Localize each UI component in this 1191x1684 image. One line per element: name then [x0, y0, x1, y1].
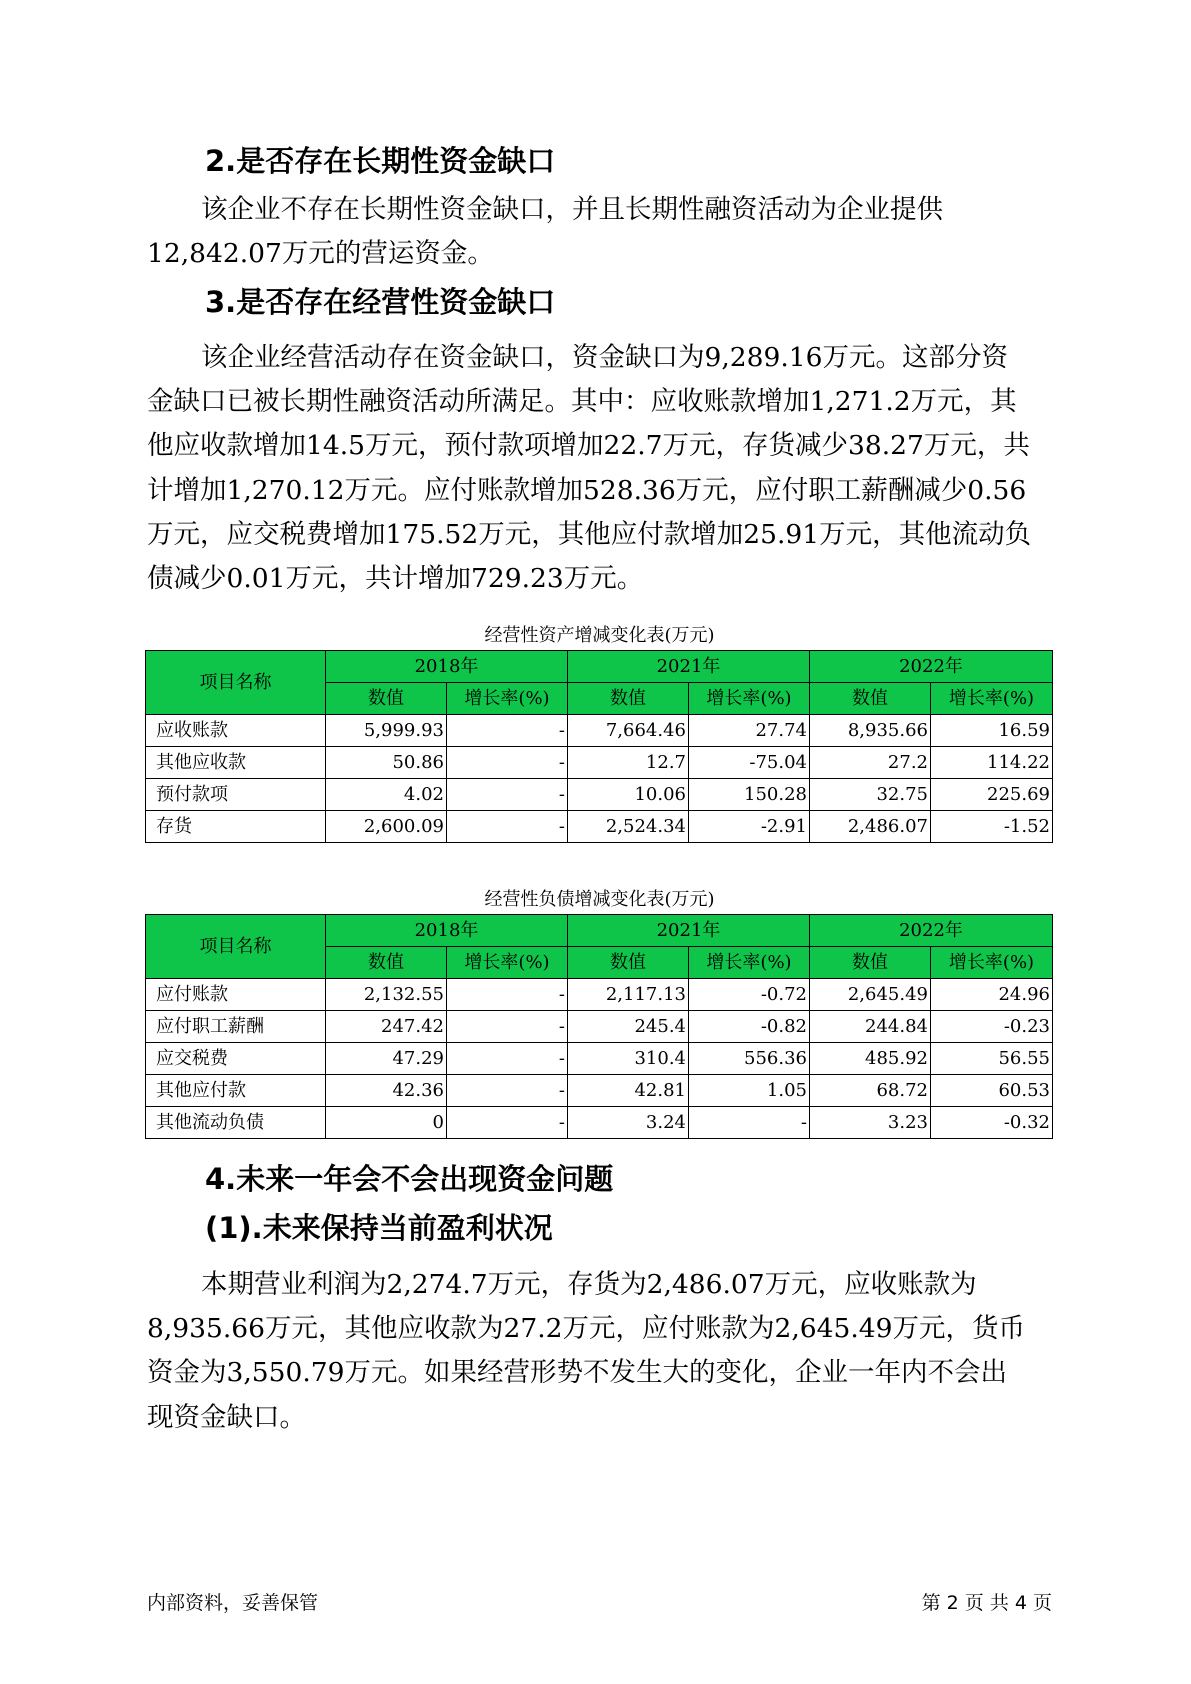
section-3-paragraph: [147, 336, 1052, 601]
item-name-cell: 应收账款: [146, 715, 326, 747]
page-number: 第 2 页 共 4 页: [921, 1592, 1052, 1614]
value-header: 数值: [326, 683, 447, 715]
value-cell: 5,999.93: [326, 715, 447, 747]
value-cell: 4.02: [326, 779, 447, 811]
value-cell: 10.06: [568, 779, 689, 811]
item-name-header: 项目名称: [146, 651, 326, 715]
growth-rate-header: 增长率(%): [931, 947, 1053, 979]
growth-rate-cell: 150.28: [689, 779, 810, 811]
subsection-heading: (1).未来保持当前盈利状况: [205, 1211, 553, 1245]
growth-rate-cell: 114.22: [931, 747, 1053, 779]
value-cell: 2,600.09: [326, 811, 447, 843]
value-cell: 47.29: [326, 1043, 447, 1075]
growth-rate-cell: -: [447, 747, 568, 779]
value-cell: 7,664.46: [568, 715, 689, 747]
value-cell: 50.86: [326, 747, 447, 779]
value-cell: 42.36: [326, 1075, 447, 1107]
item-name-cell: 其他应收款: [146, 747, 326, 779]
paragraph-line: 12,842.07万元的营运资金。: [147, 238, 494, 270]
value-cell: 42.81: [568, 1075, 689, 1107]
year-header: 2022年: [810, 915, 1053, 947]
value-cell: 2,132.55: [326, 979, 447, 1011]
value-cell: 2,645.49: [810, 979, 931, 1011]
item-name-cell: 其他应付款: [146, 1075, 326, 1107]
growth-rate-cell: 27.74: [689, 715, 810, 747]
year-header: 2018年: [326, 651, 568, 683]
value-cell: 0: [326, 1107, 447, 1139]
year-header: 2018年: [326, 915, 568, 947]
growth-rate-cell: -: [447, 1011, 568, 1043]
year-header: 2022年: [810, 651, 1053, 683]
growth-rate-cell: -: [689, 1107, 810, 1139]
value-cell: 310.4: [568, 1043, 689, 1075]
growth-rate-cell: -75.04: [689, 747, 810, 779]
growth-rate-cell: 1.05: [689, 1075, 810, 1107]
value-cell: 8,935.66: [810, 715, 931, 747]
growth-rate-cell: -0.32: [931, 1107, 1053, 1139]
section-2-paragraph: [147, 188, 1052, 276]
confidential-note: 内部资料，妥善保管: [147, 1592, 319, 1614]
value-cell: 32.75: [810, 779, 931, 811]
value-cell: 245.4: [568, 1011, 689, 1043]
paragraph-line: 资金为3,550.79万元。如果经营形势不发生大的变化，企业一年内不会出: [147, 1357, 1008, 1389]
value-cell: 244.84: [810, 1011, 931, 1043]
growth-rate-header: 增长率(%): [447, 947, 568, 979]
paragraph-line: 现资金缺口。: [147, 1401, 306, 1433]
value-cell: 3.24: [568, 1107, 689, 1139]
value-header: 数值: [326, 947, 447, 979]
item-name-cell: 预付款项: [146, 779, 326, 811]
growth-rate-header: 增长率(%): [447, 683, 568, 715]
growth-rate-cell: -: [447, 779, 568, 811]
assets-table-caption: 经营性资产增减变化表(万元): [484, 625, 715, 646]
growth-rate-cell: 556.36: [689, 1043, 810, 1075]
paragraph-line: 万元，应交税费增加175.52万元，其他应付款增加25.91万元，其他流动负: [147, 518, 1032, 550]
value-cell: 2,117.13: [568, 979, 689, 1011]
assets-table-body: [146, 715, 1053, 843]
value-header: 数值: [810, 683, 931, 715]
growth-rate-header: 增长率(%): [689, 947, 810, 979]
value-cell: 3.23: [810, 1107, 931, 1139]
paragraph-line: 计增加1,270.12万元。应付账款增加528.36万元，应付职工薪酬减少0.56: [147, 474, 1027, 506]
paragraph-line: 债减少0.01万元，共计增加729.23万元。: [147, 563, 644, 595]
table-row: [146, 1043, 1053, 1075]
item-name-cell: 其他流动负债: [146, 1107, 326, 1139]
growth-rate-cell: -: [447, 715, 568, 747]
table-row: [146, 1011, 1053, 1043]
growth-rate-cell: -0.23: [931, 1011, 1053, 1043]
growth-rate-cell: -2.91: [689, 811, 810, 843]
value-cell: 247.42: [326, 1011, 447, 1043]
table-row: [146, 1107, 1053, 1139]
operating-liabilities-table: [145, 914, 1053, 1139]
growth-rate-header: 增长率(%): [689, 683, 810, 715]
year-header: 2021年: [568, 915, 810, 947]
item-name-cell: 应交税费: [146, 1043, 326, 1075]
value-cell: 2,524.34: [568, 811, 689, 843]
section-heading-2: 2.是否存在长期性资金缺口: [205, 144, 556, 178]
item-name-cell: 应付账款: [146, 979, 326, 1011]
paragraph-line: 他应收款增加14.5万元，预付款项增加22.7万元，存货减少38.27万元，共: [147, 430, 1030, 462]
growth-rate-cell: -0.72: [689, 979, 810, 1011]
year-header: 2021年: [568, 651, 810, 683]
paragraph-line: 该企业经营活动存在资金缺口，资金缺口为9,289.16万元。这部分资: [201, 342, 1009, 373]
growth-rate-cell: 56.55: [931, 1043, 1053, 1075]
paragraph-line: 金缺口已被长期性融资活动所满足。其中：应收账款增加1,271.2万元，其: [147, 386, 1017, 418]
growth-rate-cell: -: [447, 1043, 568, 1075]
growth-rate-cell: 24.96: [931, 979, 1053, 1011]
table-row: [146, 715, 1053, 747]
paragraph-line: 8,935.66万元，其他应收款为27.2万元，应付账款为2,645.49万元，货币: [147, 1313, 1026, 1345]
liabilities-table-body: [146, 979, 1053, 1139]
paragraph-line: 本期营业利润为2,274.7万元，存货为2,486.07万元，应收账款为: [201, 1269, 977, 1300]
growth-rate-cell: -1.52: [931, 811, 1053, 843]
growth-rate-cell: 225.69: [931, 779, 1053, 811]
growth-rate-cell: -: [447, 1075, 568, 1107]
table-row: [146, 811, 1053, 843]
growth-rate-header: 增长率(%): [931, 683, 1053, 715]
value-cell: 485.92: [810, 1043, 931, 1075]
value-cell: 12.7: [568, 747, 689, 779]
section-4-paragraph: [147, 1263, 1052, 1440]
table-row: [146, 979, 1053, 1011]
value-header: 数值: [568, 947, 689, 979]
value-header: 数值: [568, 683, 689, 715]
liabilities-table-caption: 经营性负债增减变化表(万元): [484, 889, 715, 910]
paragraph-line: 该企业不存在长期性资金缺口，并且长期性融资活动为企业提供: [201, 194, 943, 225]
item-name-cell: 应付职工薪酬: [146, 1011, 326, 1043]
value-cell: 2,486.07: [810, 811, 931, 843]
growth-rate-cell: -: [447, 1107, 568, 1139]
table-row: [146, 1075, 1053, 1107]
value-cell: 27.2: [810, 747, 931, 779]
growth-rate-cell: 16.59: [931, 715, 1053, 747]
table-row: [146, 747, 1053, 779]
operating-assets-table: [145, 650, 1053, 843]
table-row: [146, 779, 1053, 811]
value-header: 数值: [810, 947, 931, 979]
growth-rate-cell: -0.82: [689, 1011, 810, 1043]
growth-rate-cell: -: [447, 979, 568, 1011]
section-heading-4: 4.未来一年会不会出现资金问题: [205, 1162, 614, 1196]
growth-rate-cell: -: [447, 811, 568, 843]
item-name-cell: 存货: [146, 811, 326, 843]
growth-rate-cell: 60.53: [931, 1075, 1053, 1107]
item-name-header: 项目名称: [146, 915, 326, 979]
value-cell: 68.72: [810, 1075, 931, 1107]
section-heading-3: 3.是否存在经营性资金缺口: [205, 285, 556, 319]
